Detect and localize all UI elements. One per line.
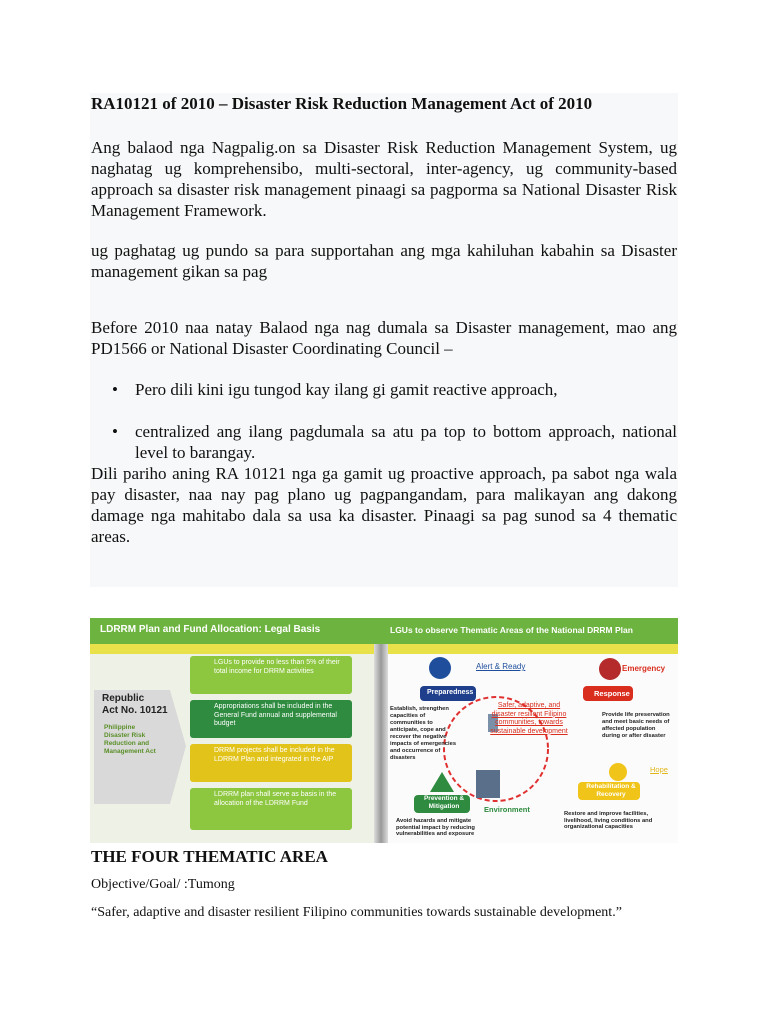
legal-box-text: LDRRM plan shall serve as basis in the allocation of the LDRRM Fund bbox=[214, 791, 337, 807]
preparedness-label: Preparedness bbox=[427, 689, 474, 696]
prevention-label: Prevention & Mitigation bbox=[423, 795, 465, 810]
legal-basis-figure bbox=[90, 618, 678, 843]
republic-act-subtitle: Philippine Disaster Risk Reduction and Management Act bbox=[104, 724, 156, 755]
emergency-label: Emergency bbox=[622, 664, 666, 673]
center-goal-text: Safer, adaptive, and disaster resilient Filipino communities, towards sustainable development bbox=[490, 702, 568, 735]
goal-quote: “Safer, adaptive and disaster resilient Filipino communities towards sustainable development.” bbox=[91, 905, 622, 920]
paragraph-funding: ug paghatag ug pundo sa para supportahan ang mga kahiluhan kabahin sa Disaster management gikan sa pag bbox=[91, 241, 677, 281]
rehabilitation-label: Rehabilitation & Recovery bbox=[586, 783, 636, 798]
figure-right-title: LGUs to observe Thematic Areas of the National DRRM Plan bbox=[390, 625, 633, 635]
response-desc: Provide life preservation and meet basic needs of affected population during or after disaster bbox=[602, 712, 670, 739]
legal-box-2 bbox=[190, 700, 352, 738]
figure-left-title: LDRRM Plan and Fund Allocation: Legal Basis bbox=[100, 624, 321, 635]
hope-label: Hope bbox=[650, 765, 668, 774]
bullet-dot: • bbox=[112, 380, 118, 399]
response-label: Response bbox=[594, 689, 630, 698]
legal-box-3 bbox=[190, 744, 352, 782]
legal-box-1 bbox=[190, 656, 352, 694]
paragraph-proactive: Dili pariho aning RA 10121 nga ga gamit ug proactive approach, pa sabot nga wala pay disaster, naa nay pag plano ug pagpangandam, para malikayan ang dakong damage nga mahitabo dala sa usa ka disaster. Pinaagi sa pag sunod sa 4 thematic areas. bbox=[91, 464, 677, 546]
legal-box-text: Appropriations shall be included in the General Fund annual and supplemental budget bbox=[214, 703, 337, 727]
legal-box-text: DRRM projects shall be included in the LDRRM Plan and integrated in the AIP bbox=[214, 747, 335, 763]
paragraph-history: Before 2010 naa natay Balaod nga nag dumala sa Disaster management, mao ang PD1566 or National Disaster Coordinating Council – bbox=[91, 318, 677, 358]
alert-ready-label: Alert & Ready bbox=[476, 662, 526, 671]
bullet-item: centralized ang ilang pagdumala sa atu pa top to bottom approach, national level to barangay. bbox=[135, 422, 677, 462]
thematic-heading: THE FOUR THEMATIC AREA bbox=[91, 847, 328, 866]
prevention-desc: Avoid hazards and mitigate potential impact by reducing vulnerabilities and exposure bbox=[396, 818, 475, 837]
bullet-dot: • bbox=[112, 422, 118, 441]
preparedness-desc: Establish, strengthen capacities of communities to anticipate, cope and recover the negative impacts of emergencies and occurrence of disasters bbox=[390, 706, 457, 761]
page-title: RA10121 of 2010 – Disaster Risk Reduction Management Act of 2010 bbox=[91, 94, 593, 113]
paragraph-intro: Ang balaod nga Nagpalig.on sa Disaster Risk Reduction Management System, ug naghatag ug komprehensibo, multi-sectoral, inter-agency, ug community-based approach sa disaster risk management pinaagi sa pagporma sa National Disaster Risk Management Framework. bbox=[91, 138, 677, 220]
legal-box-4 bbox=[190, 788, 352, 830]
republic-act-label: Republic Act No. 10121 bbox=[102, 693, 168, 716]
rehabilitation-desc: Restore and improve facilities, livelihood, living conditions and organizational capacities bbox=[564, 811, 653, 830]
environment-label: Environment bbox=[484, 805, 530, 814]
bullet-item: Pero dili kini igu tungod kay ilang gi gamit reactive approach, bbox=[135, 380, 558, 399]
legal-box-text: LGUs to provide no less than 5% of their total income for DRRM activities bbox=[214, 659, 340, 675]
objective-label: Objective/Goal/ :Tumong bbox=[91, 877, 235, 892]
